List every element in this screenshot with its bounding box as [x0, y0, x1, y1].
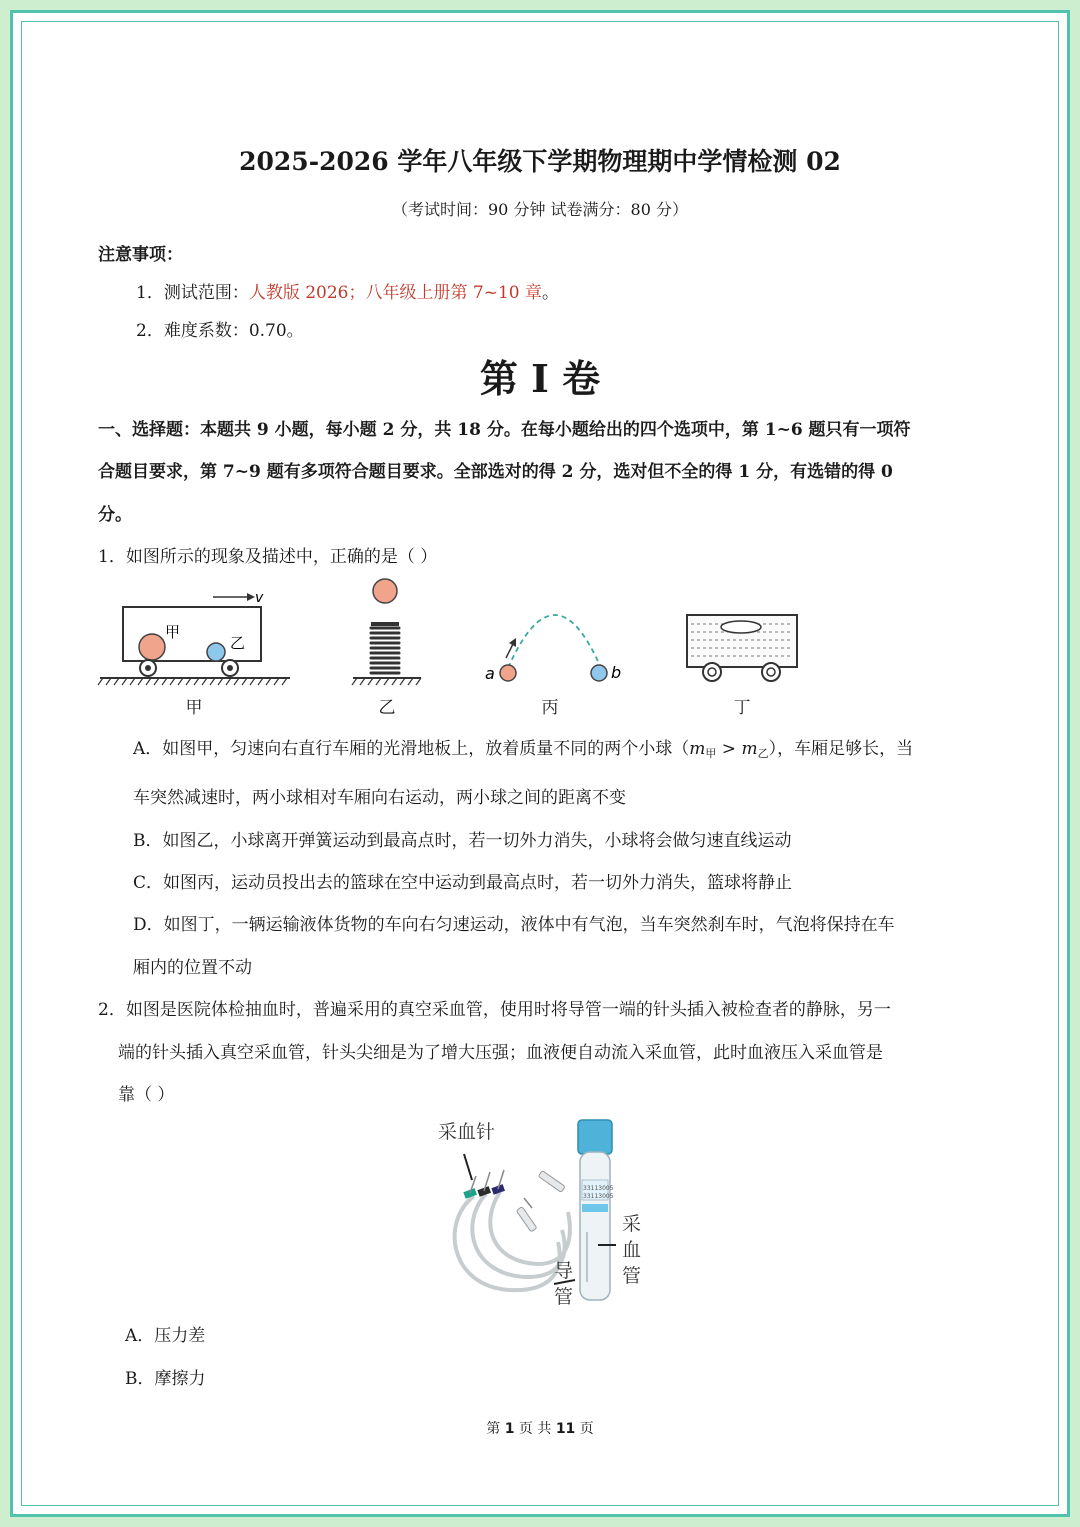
greater-than: > [716, 739, 742, 759]
note-item-1-suffix: 。 [542, 283, 559, 303]
question-2-stem-line-3: 靠（ ） [118, 1085, 175, 1105]
total-pages: 11 [555, 1421, 576, 1437]
point-b-label: b [611, 663, 622, 682]
figure-jia-cart [98, 590, 290, 685]
section-instructions-line-1: 一、选择题：本题共 9 小题，每小题 2 分，共 18 分。在每小题给出的四个选项中，第 1~6 题只有一项符 [98, 420, 911, 440]
tube-label-1: 采 [622, 1213, 642, 1235]
question-2-option-b: B．摩擦力 [125, 1369, 206, 1389]
question-1-figures [95, 572, 815, 692]
ball-yi-label: 乙 [230, 634, 246, 652]
question-1-option-a-line-2: 车突然减速时，两小球相对车厢向右运动，两小球之间的距离不变 [133, 788, 626, 808]
figure-ding-tanker [687, 615, 797, 681]
catheter-label-2: 管 [554, 1286, 574, 1308]
ball-jia [139, 634, 165, 660]
exam-subtitle: （考试时间：90 分钟 试卷满分：80 分） [392, 200, 688, 219]
question-2-option-a: A．压力差 [125, 1326, 206, 1346]
note-item-1-prefix: 1．测试范围： [136, 283, 249, 303]
tube-code-2: 33113005 [583, 1193, 614, 1200]
ball-a [500, 665, 516, 681]
current-page: 1 [504, 1421, 515, 1437]
question-2-stem-line-1: 2．如图是医院体检抽血时，普遍采用的真空采血管，使用时将导管一端的针头插入被检查者的静脉，另一 [98, 1000, 891, 1020]
figure-yi-spring [352, 579, 421, 685]
question-1-option-d: D．如图丁，一辆运输液体货物的车向右匀速运动，液体中有气泡，当车突然刹车时，气泡将保持在车 [133, 915, 895, 935]
point-a-label: a [485, 664, 495, 683]
volume-title: 第 I 卷 [479, 356, 601, 401]
tube-code-1: 33113005 [583, 1185, 614, 1192]
tube-body [580, 1152, 610, 1300]
note-item-1 [136, 278, 559, 303]
mass-symbol: m [689, 739, 706, 759]
section-instructions-line-2: 合题目要求，第 7~9 题有多项符合题目要求。全部选对的得 2 分，选对但不全的得 1 分，有选错的得 0 [98, 462, 893, 482]
blood-collection-figure [430, 1112, 660, 1312]
ball-b [591, 665, 607, 681]
needle-label: 采血针 [438, 1121, 496, 1143]
option-a-text-end: ），车厢足够长，当 [768, 739, 914, 759]
section-instructions-line-3: 分。 [98, 505, 132, 525]
question-1-stem: 1．如图所示的现象及描述中，正确的是（ ） [98, 547, 438, 567]
figure-bing-projectile [485, 615, 621, 683]
ball-jia-label: 甲 [165, 623, 181, 641]
question-2-stem-line-2: 端的针头插入真空采血管，针头尖细是为了增大压强；血液便自动流入采血管，此时血液压入采血管是 [118, 1043, 883, 1063]
option-a-text: A．如图甲，匀速向右直行车厢的光滑地板上，放着质量不同的两个小球（ [133, 739, 690, 759]
bubble [721, 621, 761, 633]
footer-text: 页 [575, 1421, 594, 1437]
mass-subscript-jia: 甲 [705, 747, 717, 760]
tube-label-3: 管 [622, 1265, 642, 1287]
note-item-2: 2．难度系数：0.70。 [136, 321, 304, 341]
figure-label-yi: 乙 [378, 698, 396, 718]
mass-symbol: m [741, 739, 758, 759]
question-1-option-a [133, 734, 913, 761]
notes-heading: 注意事项： [98, 245, 183, 265]
question-1-option-b: B．如图乙，小球离开弹簧运动到最高点时，若一切外力消失，小球将会做匀速直线运动 [133, 831, 792, 851]
ball-on-spring [373, 579, 397, 603]
velocity-label: v [255, 590, 264, 606]
note-item-1-scope: 人教版 2026；八年级上册第 7~10 章 [248, 283, 542, 303]
figure-label-ding: 丁 [733, 698, 751, 718]
figure-label-jia: 甲 [185, 698, 203, 718]
mass-subscript-yi: 乙 [757, 747, 769, 760]
exam-title: 2025-2026 学年八年级下学期物理期中学情检测 02 [239, 147, 841, 176]
footer-text: 第 [486, 1421, 505, 1437]
catheter-label-1: 导 [554, 1260, 574, 1282]
figure-label-bing: 丙 [541, 698, 559, 718]
page-footer [0, 1418, 1080, 1438]
footer-text: 页 共 [514, 1421, 556, 1437]
tube-cap [578, 1120, 612, 1154]
question-1-option-d-line-2: 厢内的位置不动 [133, 958, 252, 978]
ball-yi [207, 643, 225, 661]
tube-label-2: 血 [622, 1239, 642, 1261]
question-1-option-c: C．如图丙，运动员投出去的篮球在空中运动到最高点时，若一切外力消失，篮球将静止 [133, 873, 793, 893]
